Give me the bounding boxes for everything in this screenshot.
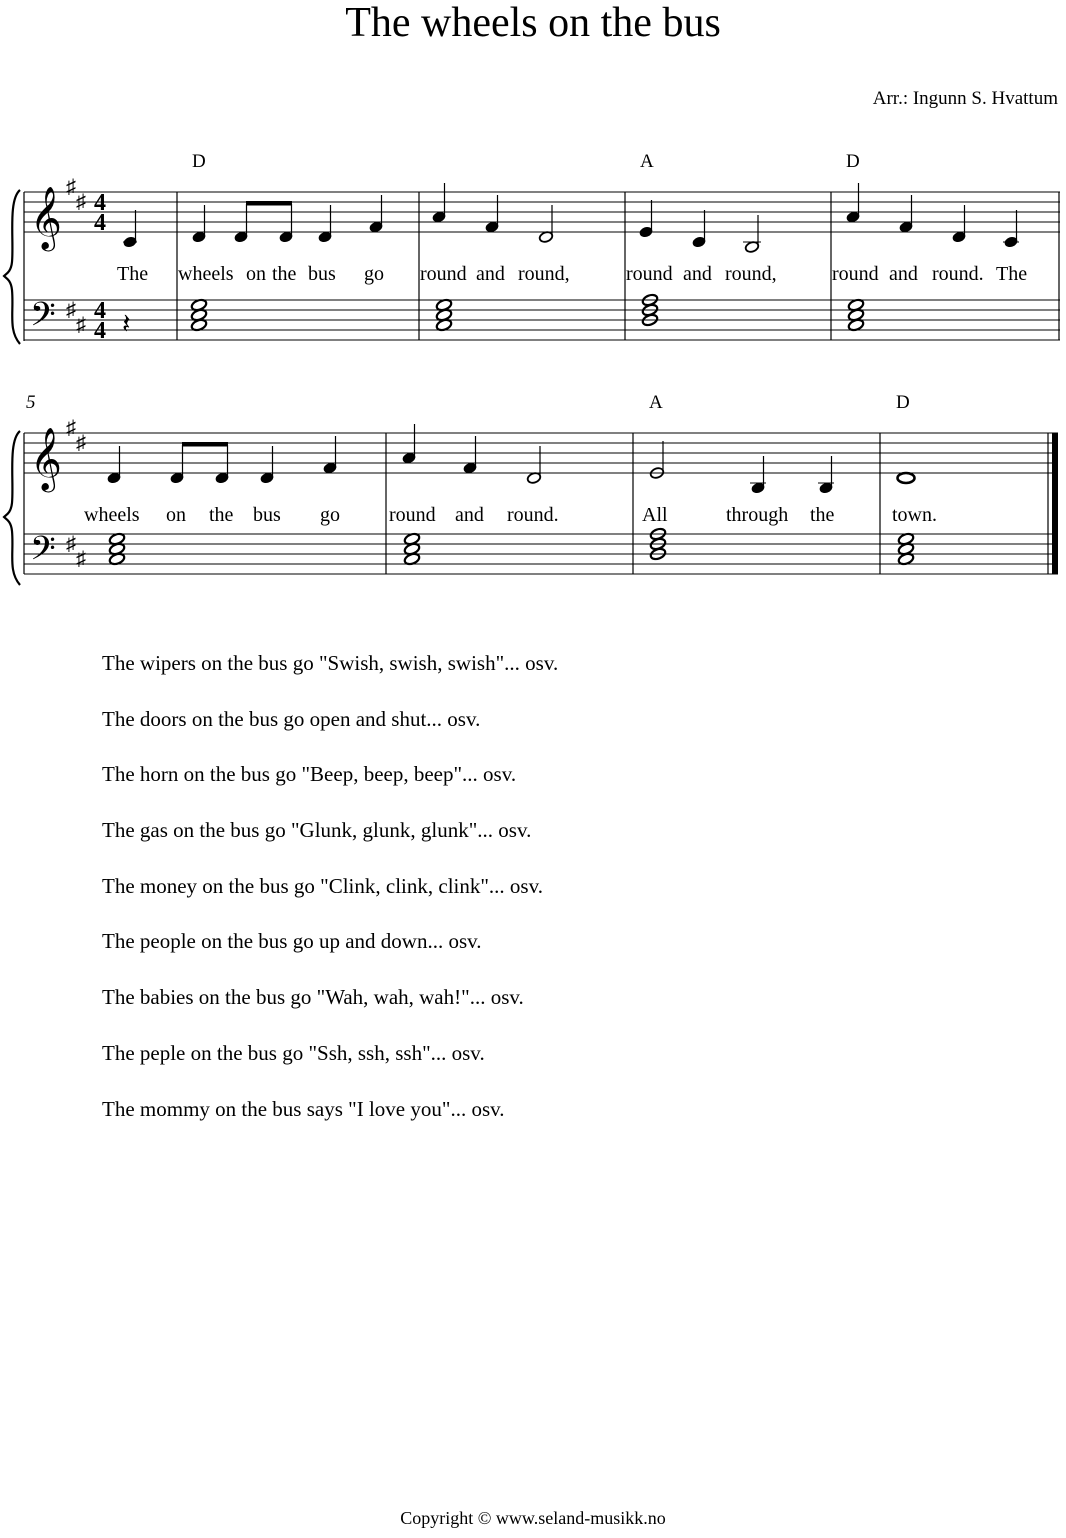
melody-notes-2 bbox=[107, 424, 915, 494]
sharp-icon: ♯ bbox=[66, 417, 76, 439]
verse-line: The horn on the bus go "Beep, beep, beep"... osv. bbox=[102, 762, 517, 787]
lyric-syllable: round bbox=[389, 504, 436, 526]
bass-clef-icon: 𝄢 bbox=[30, 296, 56, 341]
verse-line: The people on the bus go up and down... osv. bbox=[102, 929, 482, 954]
lyrics-line-2 bbox=[84, 504, 937, 526]
treble-clef-icon: 𝄞 bbox=[30, 429, 62, 489]
brace bbox=[4, 190, 20, 344]
chord-symbol: A bbox=[640, 151, 654, 172]
lyric-syllable: round. bbox=[932, 263, 984, 285]
barlines-2 bbox=[386, 433, 1048, 574]
lyric-syllable: the bbox=[272, 263, 297, 285]
score-title: The wheels on the bus bbox=[345, 0, 721, 46]
lyric-syllable: go bbox=[364, 263, 384, 285]
verse-line: The mommy on the bus says "I love you"... osv. bbox=[102, 1096, 505, 1121]
lyric-syllable: and bbox=[455, 504, 484, 526]
time-signature-top: 4 bbox=[94, 298, 106, 324]
lyrics-line-1 bbox=[117, 263, 1027, 285]
verse-line: The peple on the bus go "Ssh, ssh, ssh"... osv. bbox=[102, 1040, 485, 1065]
lyric-syllable: round, bbox=[725, 263, 777, 285]
lyric-syllable: round bbox=[832, 263, 879, 285]
bass-chords-2 bbox=[108, 527, 914, 566]
lyric-syllable: round bbox=[626, 263, 673, 285]
bass-staff-1 bbox=[24, 300, 1060, 340]
lyric-syllable: and bbox=[683, 263, 712, 285]
lyric-syllable: and bbox=[476, 263, 505, 285]
lyric-syllable: on bbox=[166, 504, 186, 526]
lyric-syllable: through bbox=[726, 504, 789, 526]
quarter-rest-icon: 𝄽 bbox=[122, 309, 131, 340]
sharp-icon: ♯ bbox=[66, 176, 76, 198]
sharp-icon: ♯ bbox=[66, 299, 76, 321]
verse-line: The money on the bus go "Clink, clink, clink"... osv. bbox=[102, 873, 543, 898]
arranger-credit: Arr.: Ingunn S. Hvattum bbox=[872, 88, 1058, 109]
sharp-icon: ♯ bbox=[76, 191, 86, 213]
lyric-syllable: the bbox=[810, 504, 835, 526]
verse-line: The doors on the bus go open and shut... osv. bbox=[102, 706, 481, 731]
sharp-icon: ♯ bbox=[76, 432, 86, 454]
music-score bbox=[0, 0, 1066, 600]
verse-line: The gas on the bus go "Glunk, glunk, glunk"... osv. bbox=[102, 818, 532, 843]
measure-number: 5 bbox=[26, 392, 36, 413]
additional-verses bbox=[102, 648, 558, 1149]
brace bbox=[4, 431, 20, 585]
copyright-notice: Copyright © www.seland-musikk.no bbox=[400, 1508, 666, 1528]
chord-symbol: A bbox=[649, 392, 663, 413]
verse-line: The babies on the bus go "Wah, wah, wah!"... osv. bbox=[102, 985, 524, 1010]
verse-line: The wipers on the bus go "Swish, swish, swish"... osv. bbox=[102, 651, 559, 675]
lyric-syllable: round. bbox=[507, 504, 559, 526]
lyric-syllable: on bbox=[246, 263, 266, 285]
lyric-syllable: go bbox=[320, 504, 340, 526]
sharp-icon: ♯ bbox=[76, 548, 86, 570]
lyric-syllable: and bbox=[889, 263, 918, 285]
lyric-syllable: bus bbox=[308, 263, 336, 285]
melody-notes-1 bbox=[123, 183, 1019, 253]
time-signature-bottom: 4 bbox=[94, 210, 106, 236]
system-2 bbox=[4, 392, 1058, 585]
chord-symbol: D bbox=[896, 392, 910, 413]
bass-chords-1 bbox=[190, 293, 864, 332]
lyric-syllable: wheels bbox=[84, 504, 140, 526]
time-signature-bottom: 4 bbox=[94, 318, 106, 344]
treble-staff-2 bbox=[24, 433, 1058, 473]
bass-clef-icon: 𝄢 bbox=[30, 530, 56, 575]
lyric-syllable: All bbox=[642, 504, 668, 526]
lyric-syllable: round bbox=[420, 263, 467, 285]
time-signature-top: 4 bbox=[94, 190, 106, 216]
treble-clef-icon: 𝄞 bbox=[30, 188, 62, 248]
lyric-syllable: bus bbox=[253, 504, 281, 526]
lyric-syllable: the bbox=[209, 504, 234, 526]
lyric-syllable: wheels bbox=[178, 263, 234, 285]
lyric-syllable: The bbox=[117, 263, 149, 285]
chord-symbol: D bbox=[192, 151, 206, 172]
sharp-icon: ♯ bbox=[66, 533, 76, 555]
lyric-syllable: round, bbox=[518, 263, 570, 285]
final-barline bbox=[1052, 433, 1058, 574]
lyric-syllable: The bbox=[996, 263, 1028, 285]
lyric-syllable: town. bbox=[892, 504, 937, 526]
system-1 bbox=[4, 151, 1060, 344]
sharp-icon: ♯ bbox=[76, 314, 86, 336]
chord-symbol: D bbox=[846, 151, 860, 172]
